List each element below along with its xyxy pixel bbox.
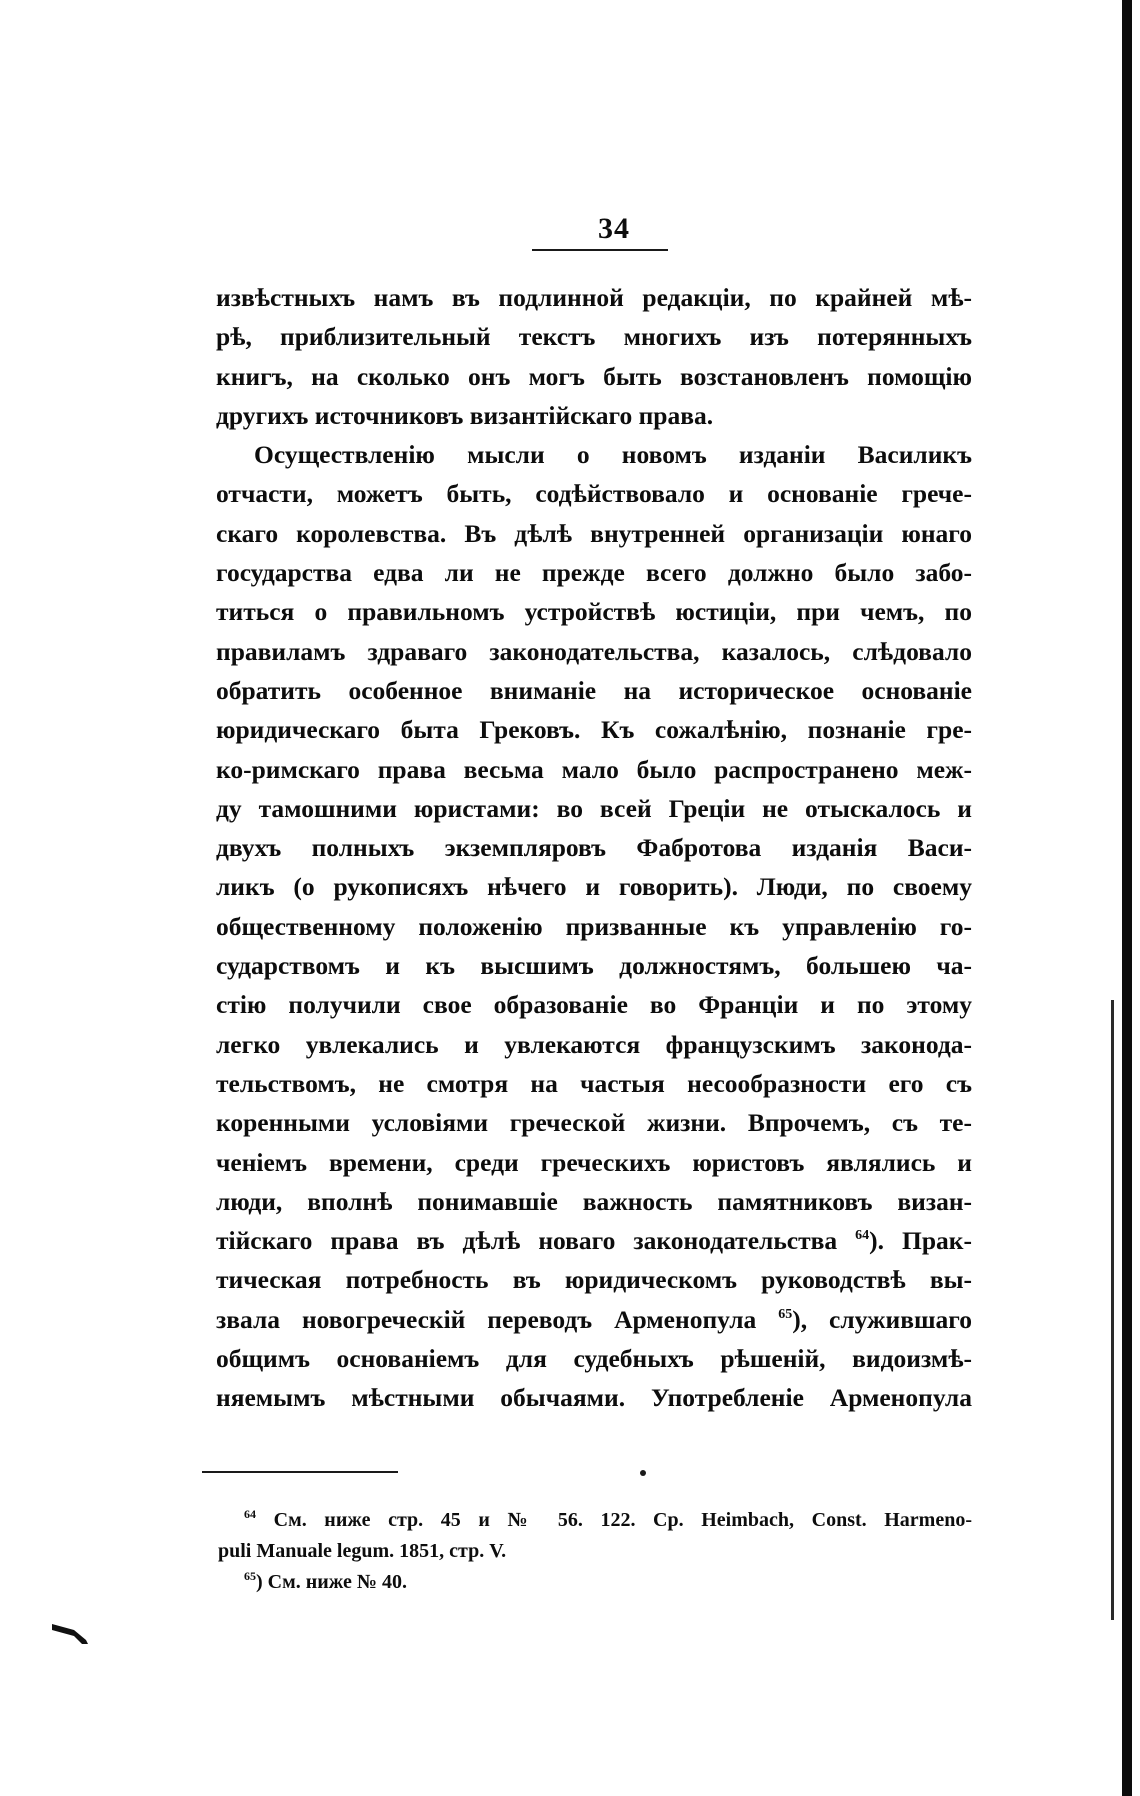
scan-corner-mark <box>52 1620 92 1644</box>
text-line: двухъ полныхъ экземпляровъ Фабротова изданія Васи- <box>216 833 972 863</box>
text-segment: тійскаго права въ дѣлѣ новаго законодательства <box>216 1226 856 1256</box>
scan-speck <box>640 1470 646 1476</box>
text-line: извѣстныхъ намъ въ подлинной редакціи, по крайней мѣ- <box>216 283 972 312</box>
text-line: правиламъ здраваго законодательства, казалось, слѣдовало <box>216 636 972 666</box>
text-line: Осуществленію мысли о новомъ изданіи Василикъ <box>254 440 972 470</box>
text-line: рѣ, приблизительный текстъ многихъ изъ потерянныхъ <box>216 322 972 352</box>
text-line: ченіемъ времени, среди греческихъ юристовъ являлись и <box>216 1147 972 1177</box>
text-line: ко-римскаго права весьма мало было распространено меж- <box>216 754 972 784</box>
footnote-number: 65 <box>244 1569 256 1583</box>
text-line: стію получили свое образованіе во Франціи и по этому <box>216 990 972 1020</box>
footnote-ref-64: 64 <box>855 1228 870 1244</box>
text-line: отчасти, можетъ быть, содѣйствовало и основаніе грече- <box>216 479 972 509</box>
footnote-65: $^{65}$) См. ниже № 40. <box>244 1569 407 1593</box>
text-line: легко увлекались и увлекаются французскимъ законода- <box>216 1029 972 1059</box>
text-line: ду тамошними юристами: во всей Греціи не отыскалось и <box>216 793 972 823</box>
text-line: титься о правильномъ устройствѣ юстиціи, при чемъ, по <box>216 597 972 627</box>
text-line: другихъ источниковъ византійскаго права. <box>216 400 714 430</box>
footnote-text: См. ниже стр. 45 и № 56. 122. Ср. Heimbach, Const. Harmeno- <box>273 1509 973 1531</box>
page-number: 34 <box>598 212 630 245</box>
footnote-64-continued: puli Manuale legum. 1851, стр. V. <box>218 1540 507 1562</box>
text-segment: ). Прак- <box>869 1226 972 1256</box>
text-line: коренными условіями греческой жизни. Впрочемъ, съ те- <box>216 1108 972 1138</box>
footnote-text: См. ниже № 40. <box>267 1571 407 1593</box>
text-line-with-footnote-ref <box>216 1300 972 1339</box>
text-line: обратить особенное вниманіе на историческое основаніе <box>216 675 972 705</box>
text-line: юридическаго быта Грековъ. Къ сожалѣнію, познаніе гре- <box>216 715 972 745</box>
text-line: скаго королевства. Въ дѣлѣ внутренней организаціи юнаго <box>216 518 972 548</box>
text-line: тическая потребность въ юридическомъ руководствѣ вы- <box>216 1265 972 1295</box>
text-segment: звала новогреческій переводъ Арменопула <box>216 1304 779 1334</box>
footnote-64 <box>244 1505 972 1536</box>
body-text <box>216 278 972 1418</box>
page-number-rule <box>532 249 668 251</box>
text-line: ликъ (о рукописяхъ нѣчего и говорить). Люди, по своему <box>216 872 972 902</box>
text-line: тельствомъ, не смотря на частыя несообразности его съ <box>216 1068 972 1098</box>
footnote-ref-65: 65 <box>778 1306 793 1322</box>
text-line: люди, вполнѣ понимавшіе важность памятниковъ визан- <box>216 1186 972 1216</box>
text-line: общественному положенію призванные къ управленію го- <box>216 911 972 941</box>
page-edge-shadow-inner <box>1111 1000 1114 1620</box>
text-line-with-footnote-ref <box>216 1221 972 1260</box>
text-line: государства едва ли не прежде всего должно было забо- <box>216 558 972 588</box>
footnote-number: 64 <box>244 1507 256 1521</box>
page-edge-shadow <box>1122 0 1132 1796</box>
footnotes <box>218 1505 973 1598</box>
text-line: книгъ, на сколько онъ могъ быть возстановленъ помощію <box>216 361 972 391</box>
text-line: няемымъ мѣстными обычаями. Употребленіе Арменопула <box>216 1383 972 1413</box>
footnote-separator <box>202 1471 398 1473</box>
text-line: общимъ основаніемъ для судебныхъ рѣшеній, видоизмѣ- <box>216 1344 972 1374</box>
text-segment: ), служившаго <box>792 1304 972 1334</box>
text-line: сударствомъ и къ высшимъ должностямъ, большею ча- <box>216 951 972 981</box>
